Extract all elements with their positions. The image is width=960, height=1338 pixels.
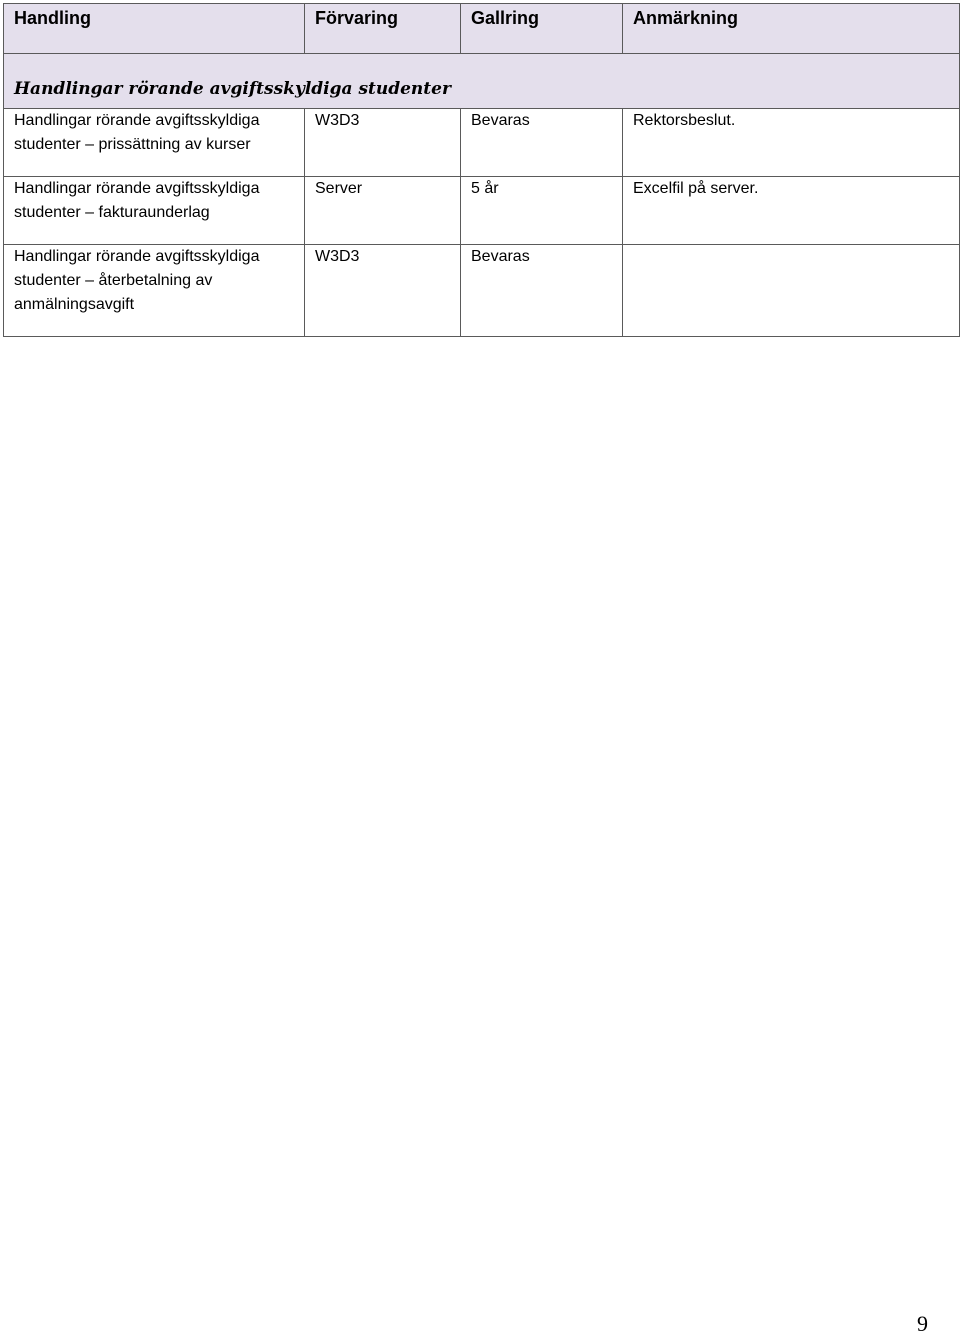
cell-anmarkning: Excelfil på server. — [623, 177, 960, 245]
section-title: Handlingar rörande avgiftsskyldiga studenter — [14, 79, 451, 99]
cell-anmarkning: Rektorsbeslut. — [623, 109, 960, 177]
cell-handling: Handlingar rörande avgiftsskyldiga studenter – återbetalning av anmälningsavgift — [4, 245, 305, 337]
cell-handling: Handlingar rörande avgiftsskyldiga studenter – fakturaunderlag — [4, 177, 305, 245]
table-header-row — [4, 4, 960, 54]
header-forvaring: Förvaring — [305, 4, 461, 54]
header-anmarkning: Anmärkning — [623, 4, 960, 54]
header-gallring: Gallring — [461, 4, 623, 54]
records-table — [3, 3, 960, 337]
cell-gallring: 5 år — [461, 177, 623, 245]
page-number: 9 — [917, 1311, 928, 1336]
header-handling: Handling — [4, 4, 305, 54]
cell-anmarkning — [623, 245, 960, 337]
cell-gallring: Bevaras — [461, 109, 623, 177]
table-row — [4, 109, 960, 177]
cell-gallring: Bevaras — [461, 245, 623, 337]
table-row — [4, 177, 960, 245]
cell-handling: Handlingar rörande avgiftsskyldiga studenter – prissättning av kurser — [4, 109, 305, 177]
section-row — [4, 54, 960, 109]
cell-forvaring: W3D3 — [305, 245, 461, 337]
cell-forvaring: W3D3 — [305, 109, 461, 177]
cell-forvaring: Server — [305, 177, 461, 245]
table-row — [4, 245, 960, 337]
